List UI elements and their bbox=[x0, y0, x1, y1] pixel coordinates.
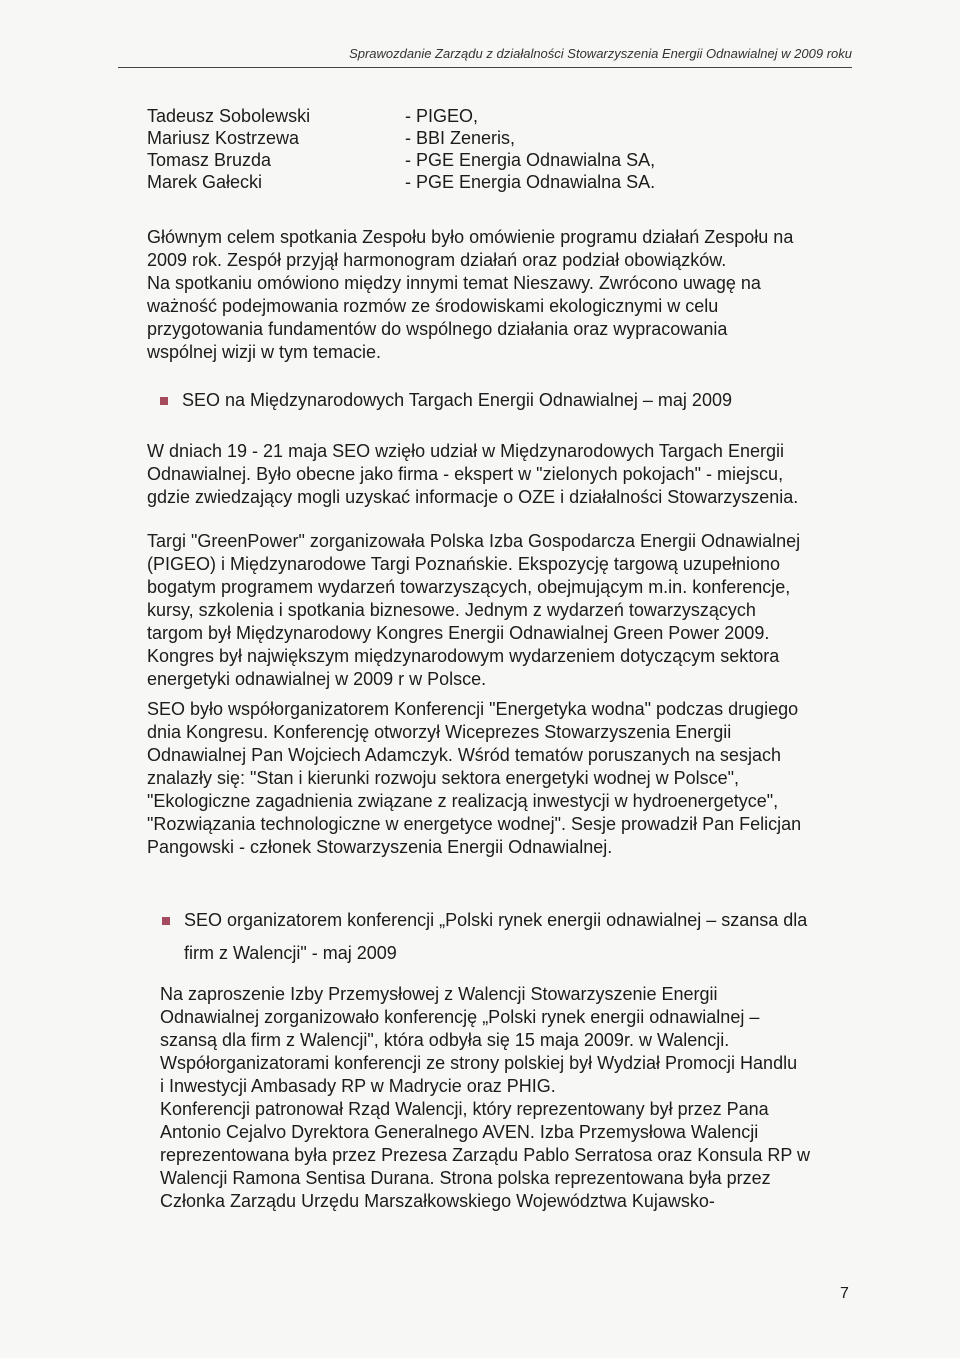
text-line: i Inwestycji Ambasady RP w Madrycie oraz PHIG. bbox=[160, 1076, 556, 1096]
intro-paragraph bbox=[147, 226, 847, 364]
text-line: bogatym programem wydarzeń towarzyszących, obejmującym m.in. konferencje, bbox=[147, 577, 791, 597]
bullet-square-icon bbox=[160, 397, 168, 405]
participant-row bbox=[147, 127, 655, 149]
text-line: Głównym celem spotkania Zespołu było omówienie programu działań Zespołu na bbox=[147, 227, 794, 247]
text-line: Targi "GreenPower" zorganizowała Polska Izba Gospodarcza Energii Odnawialnej bbox=[147, 531, 801, 551]
participant-name: Marek Gałecki bbox=[147, 172, 263, 192]
running-header bbox=[118, 46, 852, 68]
text-line: Odnawialnej zorganizowało konferencję „Polski rynek energii odnawialnej – bbox=[160, 1007, 760, 1027]
text-line: ważność podejmowania rozmów ze środowiskami ekologicznymi w celu bbox=[147, 296, 719, 316]
text-line: Antonio Cejalvo Dyrektora Generalnego AVEN. Izba Przemysłowa Walencji bbox=[160, 1122, 759, 1142]
section2-body bbox=[160, 983, 860, 1213]
participant-name: Tomasz Bruzda bbox=[147, 150, 272, 170]
text-line: reprezentowana była przez Prezesa Zarządu Pablo Serratosa oraz Konsula RP w bbox=[160, 1145, 811, 1165]
text-line: SEO było współorganizatorem Konferencji "Energetyka wodna" podczas drugiego bbox=[147, 699, 799, 719]
running-header-title: Sprawozdanie Zarządu z działalności Stowarzyszenia Energii Odnawialnej w 2009 roku bbox=[349, 46, 852, 61]
section-heading-text: SEO na Międzynarodowych Targach Energii Odnawialnej – maj 2009 bbox=[182, 390, 732, 410]
text-line: dnia Kongresu. Konferencję otworzył Wiceprezes Stowarzyszenia Energii bbox=[147, 722, 732, 742]
page-number: 7 bbox=[840, 1285, 849, 1302]
text-line: (PIGEO) i Międzynarodowe Targi Poznańskie. Ekspozycję targową uzupełniono bbox=[147, 554, 780, 574]
participant-name: Mariusz Kostrzewa bbox=[147, 128, 300, 148]
section-heading bbox=[162, 909, 807, 965]
participant-org: - PIGEO, bbox=[405, 106, 479, 126]
section-heading-text: SEO organizatorem konferencji „Polski rynek energii odnawialnej – szansa dla bbox=[184, 910, 808, 930]
participant-row bbox=[147, 149, 655, 171]
text-line: energetyki odnawialnej w 2009 r w Polsce. bbox=[147, 669, 487, 689]
section-heading-line bbox=[162, 909, 807, 932]
text-line: 2009 rok. Zespół przyjął harmonogram działań oraz podział obowiązków. bbox=[147, 250, 727, 270]
text-line: "Rozwiązania technologiczne w energetyce wodnej". Sesje prowadził Pan Felicjan bbox=[147, 814, 802, 834]
participant-row bbox=[147, 105, 655, 127]
section1-paragraph-3 bbox=[147, 698, 847, 859]
text-line: Członka Zarządu Urzędu Marszałkowskiego Województwa Kujawsko- bbox=[160, 1191, 715, 1211]
text-line: Pangowski - członek Stowarzyszenia Energii Odnawialnej. bbox=[147, 837, 613, 857]
text-line: wspólnej wizji w tym temacie. bbox=[147, 342, 382, 362]
participant-org: - PGE Energia Odnawialna SA. bbox=[405, 172, 656, 192]
text-line: Konferencji patronował Rząd Walencji, który reprezentowany był przez Pana bbox=[160, 1099, 769, 1119]
text-line: targom był Międzynarodowy Kongres Energii Odnawialnej Green Power 2009. bbox=[147, 623, 770, 643]
participants-list bbox=[147, 105, 655, 193]
text-line: Odnawialnej Pan Wojciech Adamczyk. Wśród tematów poruszanych na sesjach bbox=[147, 745, 781, 765]
text-line: znalazły się: "Stan i kierunki rozwoju sektora energetyki wodnej w Polsce", bbox=[147, 768, 740, 788]
participant-org: - BBI Zeneris, bbox=[405, 128, 516, 148]
text-line: Na spotkaniu omówiono między innymi temat Nieszawy. Zwrócono uwagę na bbox=[147, 273, 761, 293]
section1-paragraph-1 bbox=[147, 440, 847, 509]
text-line: W dniach 19 - 21 maja SEO wzięło udział w Międzynarodowych Targach Energii bbox=[147, 441, 784, 461]
text-line: Odnawialnej. Było obecne jako firma - ekspert w "zielonych pokojach" - miejscu, bbox=[147, 464, 784, 484]
section1-paragraph-2 bbox=[147, 530, 847, 691]
text-line: przygotowania fundamentów do wspólnego działania oraz wypracowania bbox=[147, 319, 728, 339]
text-line: gdzie zwiedzający mogli uzyskać informacje o OZE i działalności Stowarzyszenia. bbox=[147, 487, 799, 507]
section-heading-line: firm z Walencji" - maj 2009 bbox=[184, 943, 397, 963]
text-line: Walencji Ramona Sentisa Durana. Strona polska reprezentowana była przez bbox=[160, 1168, 771, 1188]
participant-name: Tadeusz Sobolewski bbox=[147, 106, 311, 126]
participant-row bbox=[147, 171, 655, 193]
text-line: Kongres był największym międzynarodowym wydarzeniem dotyczącym sektora bbox=[147, 646, 780, 666]
section-heading bbox=[160, 389, 732, 412]
text-line: szansą dla firm z Walencji", która odbyła się 15 maja 2009r. w Walencji. bbox=[160, 1030, 730, 1050]
participant-org: - PGE Energia Odnawialna SA, bbox=[405, 150, 656, 170]
text-line: Współorganizatorami konferencji ze strony polskiej był Wydział Promocji Handlu bbox=[160, 1053, 798, 1073]
bullet-square-icon bbox=[162, 917, 170, 925]
text-line: Na zaproszenie Izby Przemysłowej z Walencji Stowarzyszenie Energii bbox=[160, 984, 718, 1004]
text-line: kursy, szkolenia i spotkania biznesowe. Jednym z wydarzeń towarzyszących bbox=[147, 600, 756, 620]
text-line: "Ekologiczne zagadnienia związane z realizacją inwestycji w hydroenergetyce", bbox=[147, 791, 779, 811]
